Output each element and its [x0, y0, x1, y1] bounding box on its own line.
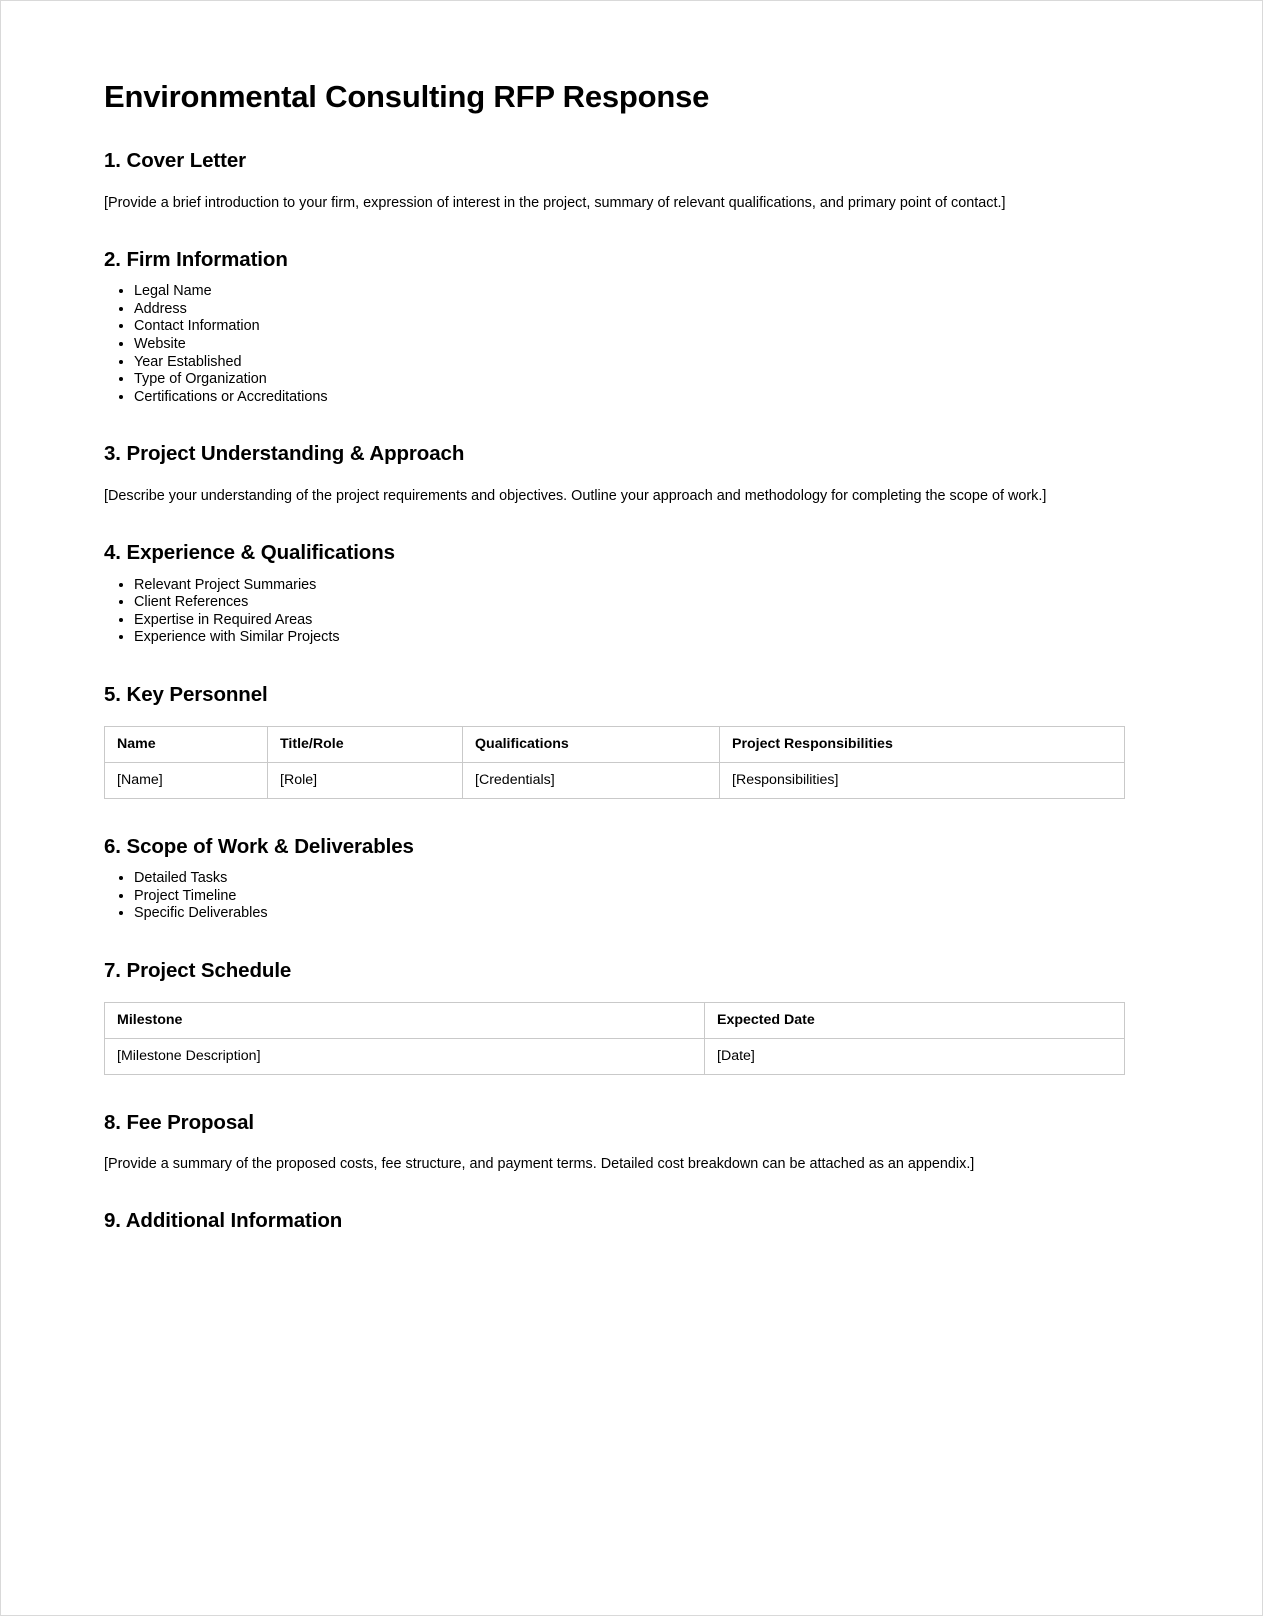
page-title: Environmental Consulting RFP Response — [104, 79, 710, 114]
section-heading-5: 5. Key Personnel — [104, 682, 268, 706]
list-item: • Website — [134, 336, 1124, 354]
column-header-name: Name — [105, 726, 268, 762]
section-key-personnel — [104, 683, 1124, 799]
list-item: • Address — [134, 301, 1124, 319]
section-additional-information — [104, 1209, 1124, 1234]
section-heading-8: 8. Fee Proposal — [104, 1110, 255, 1134]
section-heading-2: 2. Firm Information — [104, 247, 288, 271]
section-heading-6: 6. Scope of Work & Deliverables — [104, 834, 414, 858]
experience-list — [104, 577, 1124, 647]
table-header-row — [105, 726, 1125, 762]
section-heading-3: 3. Project Understanding & Approach — [104, 442, 465, 466]
column-header-title-role: Title/Role — [268, 726, 463, 762]
list-item: • Legal Name — [134, 283, 1124, 301]
section-heading-1: 1. Cover Letter — [104, 149, 247, 172]
table-row — [105, 762, 1125, 798]
column-header-qualifications: Qualifications — [463, 726, 720, 762]
section-heading-4: 4. Experience & Qualifications — [104, 540, 395, 564]
list-item: • Project Timeline — [134, 888, 1124, 906]
scope-of-work-list — [104, 870, 1124, 923]
table-header-row — [105, 1002, 1125, 1038]
cell-qualifications: [Credentials] — [463, 762, 720, 798]
cell-milestone: [Milestone Description] — [105, 1038, 705, 1074]
list-item: • Year Established — [134, 354, 1124, 372]
cell-name: [Name] — [105, 762, 268, 798]
section-experience-qualifications — [104, 541, 1124, 647]
list-item: • Certifications or Accreditations — [134, 389, 1124, 407]
section-heading-7: 7. Project Schedule — [104, 958, 292, 982]
list-item: • Specific Deliverables — [134, 905, 1124, 923]
document-sections — [104, 149, 1124, 1234]
list-item: • Contact Information — [134, 318, 1124, 336]
section-paragraph-8: [Provide a summary of the proposed costs, fee structure, and payment terms. Detailed cost breakdown can be attached as an appendix.] — [104, 1156, 975, 1173]
list-item: • Experience with Similar Projects — [134, 629, 1124, 647]
list-item: • Relevant Project Summaries — [134, 577, 1124, 595]
list-item: • Client References — [134, 594, 1124, 612]
section-firm-information — [104, 248, 1124, 407]
section-project-schedule — [104, 959, 1124, 1075]
cell-expected-date: [Date] — [705, 1038, 1125, 1074]
list-item: • Expertise in Required Areas — [134, 612, 1124, 630]
key-personnel-table — [104, 726, 1125, 799]
list-item: • Type of Organization — [134, 371, 1124, 389]
column-header-project-responsibilities: Project Responsibilities — [720, 726, 1125, 762]
column-header-milestone: Milestone — [105, 1002, 705, 1038]
section-paragraph-3: [Describe your understanding of the project requirements and objectives. Outline your approach and methodology for completing the scope of work.] — [104, 487, 1047, 504]
firm-information-list — [104, 283, 1124, 406]
section-project-understanding — [104, 442, 1124, 505]
cell-title-role: [Role] — [268, 762, 463, 798]
project-schedule-table — [104, 1002, 1125, 1075]
table-row — [105, 1038, 1125, 1074]
section-cover-letter — [104, 149, 1124, 212]
list-item: • Detailed Tasks — [134, 870, 1124, 888]
section-heading-9: 9. Additional Information — [104, 1209, 343, 1233]
section-paragraph-1: [Provide a brief introduction to your firm, expression of interest in the project, summary of relevant qualifications, and primary point of contact.] — [104, 194, 1006, 211]
section-fee-proposal — [104, 1111, 1124, 1174]
section-scope-of-work — [104, 835, 1124, 923]
cell-project-responsibilities: [Responsibilities] — [720, 762, 1125, 798]
column-header-expected-date: Expected Date — [705, 1002, 1125, 1038]
